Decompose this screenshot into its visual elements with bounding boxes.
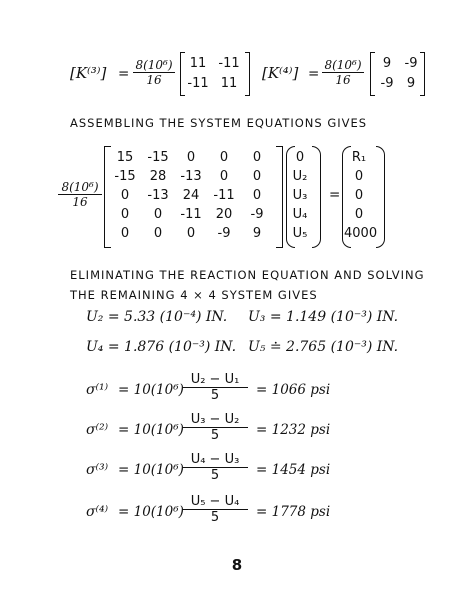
stress-result: = 1454 psi: [256, 462, 331, 478]
unknown-entry: U₅: [292, 226, 308, 241]
k4-cell: -9: [404, 56, 418, 71]
stress-fraction: [182, 494, 248, 525]
system-matrix-cell: 0: [120, 188, 130, 203]
stress-fraction: [182, 372, 248, 403]
rhs-entry: 0: [354, 169, 364, 184]
system-matrix-cell: 0: [153, 226, 163, 241]
k4-coef-numerator: 8(10⁶): [322, 58, 364, 73]
k4-label: [K⁽⁴⁾]: [262, 64, 299, 82]
stress-fraction-numerator: U₅ − U₄: [182, 494, 248, 510]
displacement-u2: U₂ = 5.33 (10⁻⁴) IN.: [86, 309, 228, 325]
eliminating-text-line-1: ELIMINATING THE REACTION EQUATION AND SOLVING: [70, 268, 425, 282]
stress-symbol: σ⁽¹⁾: [86, 382, 109, 398]
stress-fraction-numerator: U₂ − U₁: [182, 372, 248, 388]
system-matrix-cell: -9: [217, 226, 231, 241]
system-matrix-cell: 0: [120, 226, 130, 241]
system-equals: =: [329, 187, 341, 203]
system-matrix-cell: 0: [219, 169, 229, 184]
system-matrix-cell: 28: [149, 169, 167, 184]
stress-fraction-denominator: 5: [210, 510, 220, 525]
system-matrix-cell: 20: [215, 207, 233, 222]
stress-symbol: σ⁽⁴⁾: [86, 504, 109, 520]
system-matrix-cell: 24: [182, 188, 200, 203]
stress-fraction-numerator: U₄ − U₃: [182, 452, 248, 468]
unknown-entry: U₄: [292, 207, 308, 222]
stress-modulus: = 10(10⁶): [118, 462, 184, 478]
system-matrix-cell: -15: [147, 150, 169, 165]
k3-coef-numerator: 8(10⁶): [133, 58, 175, 73]
rhs-entry: R₁: [351, 150, 367, 165]
stress-fraction: [182, 452, 248, 483]
system-coef-numerator: 8(10⁶): [58, 180, 102, 195]
stress-modulus: = 10(10⁶): [118, 422, 184, 438]
k4-cell: 9: [406, 76, 416, 91]
stress-result: = 1778 psi: [256, 504, 331, 520]
system-matrix-cell: 9: [252, 226, 262, 241]
displacement-u3: U₃ = 1.149 (10⁻³) IN.: [248, 309, 399, 325]
k3-coefficient: [133, 58, 175, 87]
k4-equals: =: [308, 66, 320, 82]
k4-coef-denominator: 16: [335, 73, 351, 87]
system-matrix-cell: -13: [180, 169, 202, 184]
displacement-u5: U₅ ≐ 2.765 (10⁻³) IN.: [248, 339, 399, 355]
k3-cell: 11: [189, 56, 207, 71]
system-matrix-cell: 0: [153, 207, 163, 222]
stress-fraction: [182, 412, 248, 443]
rhs-entry: 4000: [344, 226, 378, 241]
k4-cell: -9: [380, 76, 394, 91]
system-matrix-cell: 0: [186, 226, 196, 241]
stress-fraction-denominator: 5: [210, 428, 220, 443]
stress-fraction-denominator: 5: [210, 388, 220, 403]
k3-label: [K⁽³⁾]: [70, 64, 107, 82]
rhs-paren-right: [376, 146, 385, 248]
system-matrix-cell: -9: [250, 207, 264, 222]
stress-symbol: σ⁽³⁾: [86, 462, 109, 478]
unknown-entry: 0: [295, 150, 305, 165]
system-matrix-cell: -15: [114, 169, 136, 184]
displacement-u4: U₄ = 1.876 (10⁻³) IN.: [86, 339, 237, 355]
stress-fraction-numerator: U₃ − U₂: [182, 412, 248, 428]
page-number: 8: [231, 556, 243, 574]
system-matrix-cell: 0: [219, 150, 229, 165]
k3-cell: -11: [187, 76, 209, 91]
k4-coefficient: [322, 58, 364, 87]
eliminating-text-line-2: THE REMAINING 4 × 4 SYSTEM GIVES: [70, 288, 318, 302]
system-matrix-cell: 15: [116, 150, 134, 165]
stress-modulus: = 10(10⁶): [118, 504, 184, 520]
system-coefficient: [58, 180, 102, 209]
stress-fraction-denominator: 5: [210, 468, 220, 483]
assembling-text: ASSEMBLING THE SYSTEM EQUATIONS GIVES: [70, 116, 368, 130]
unknown-entry: U₃: [292, 188, 308, 203]
system-matrix-bracket-right: [276, 146, 283, 248]
system-matrix-cell: -11: [180, 207, 202, 222]
k3-cell: -11: [218, 56, 240, 71]
rhs-entry: 0: [354, 207, 364, 222]
stress-modulus: = 10(10⁶): [118, 382, 184, 398]
k3-bracket-right: [245, 52, 250, 96]
system-matrix-cell: 0: [252, 188, 262, 203]
system-matrix-cell: -13: [147, 188, 169, 203]
system-coef-denominator: 16: [72, 195, 88, 209]
k4-cell: 9: [382, 56, 392, 71]
system-matrix-cell: 0: [186, 150, 196, 165]
system-matrix-cell: 0: [252, 150, 262, 165]
rhs-entry: 0: [354, 188, 364, 203]
system-matrix-cell: 0: [120, 207, 130, 222]
system-matrix-cell: -11: [213, 188, 235, 203]
unknown-entry: U₂: [292, 169, 308, 184]
k3-equals: =: [118, 66, 130, 82]
stress-result: = 1232 psi: [256, 422, 331, 438]
system-matrix-cell: 0: [252, 169, 262, 184]
stress-result: = 1066 psi: [256, 382, 331, 398]
k3-cell: 11: [220, 76, 238, 91]
stress-symbol: σ⁽²⁾: [86, 422, 109, 438]
k3-coef-denominator: 16: [146, 73, 162, 87]
